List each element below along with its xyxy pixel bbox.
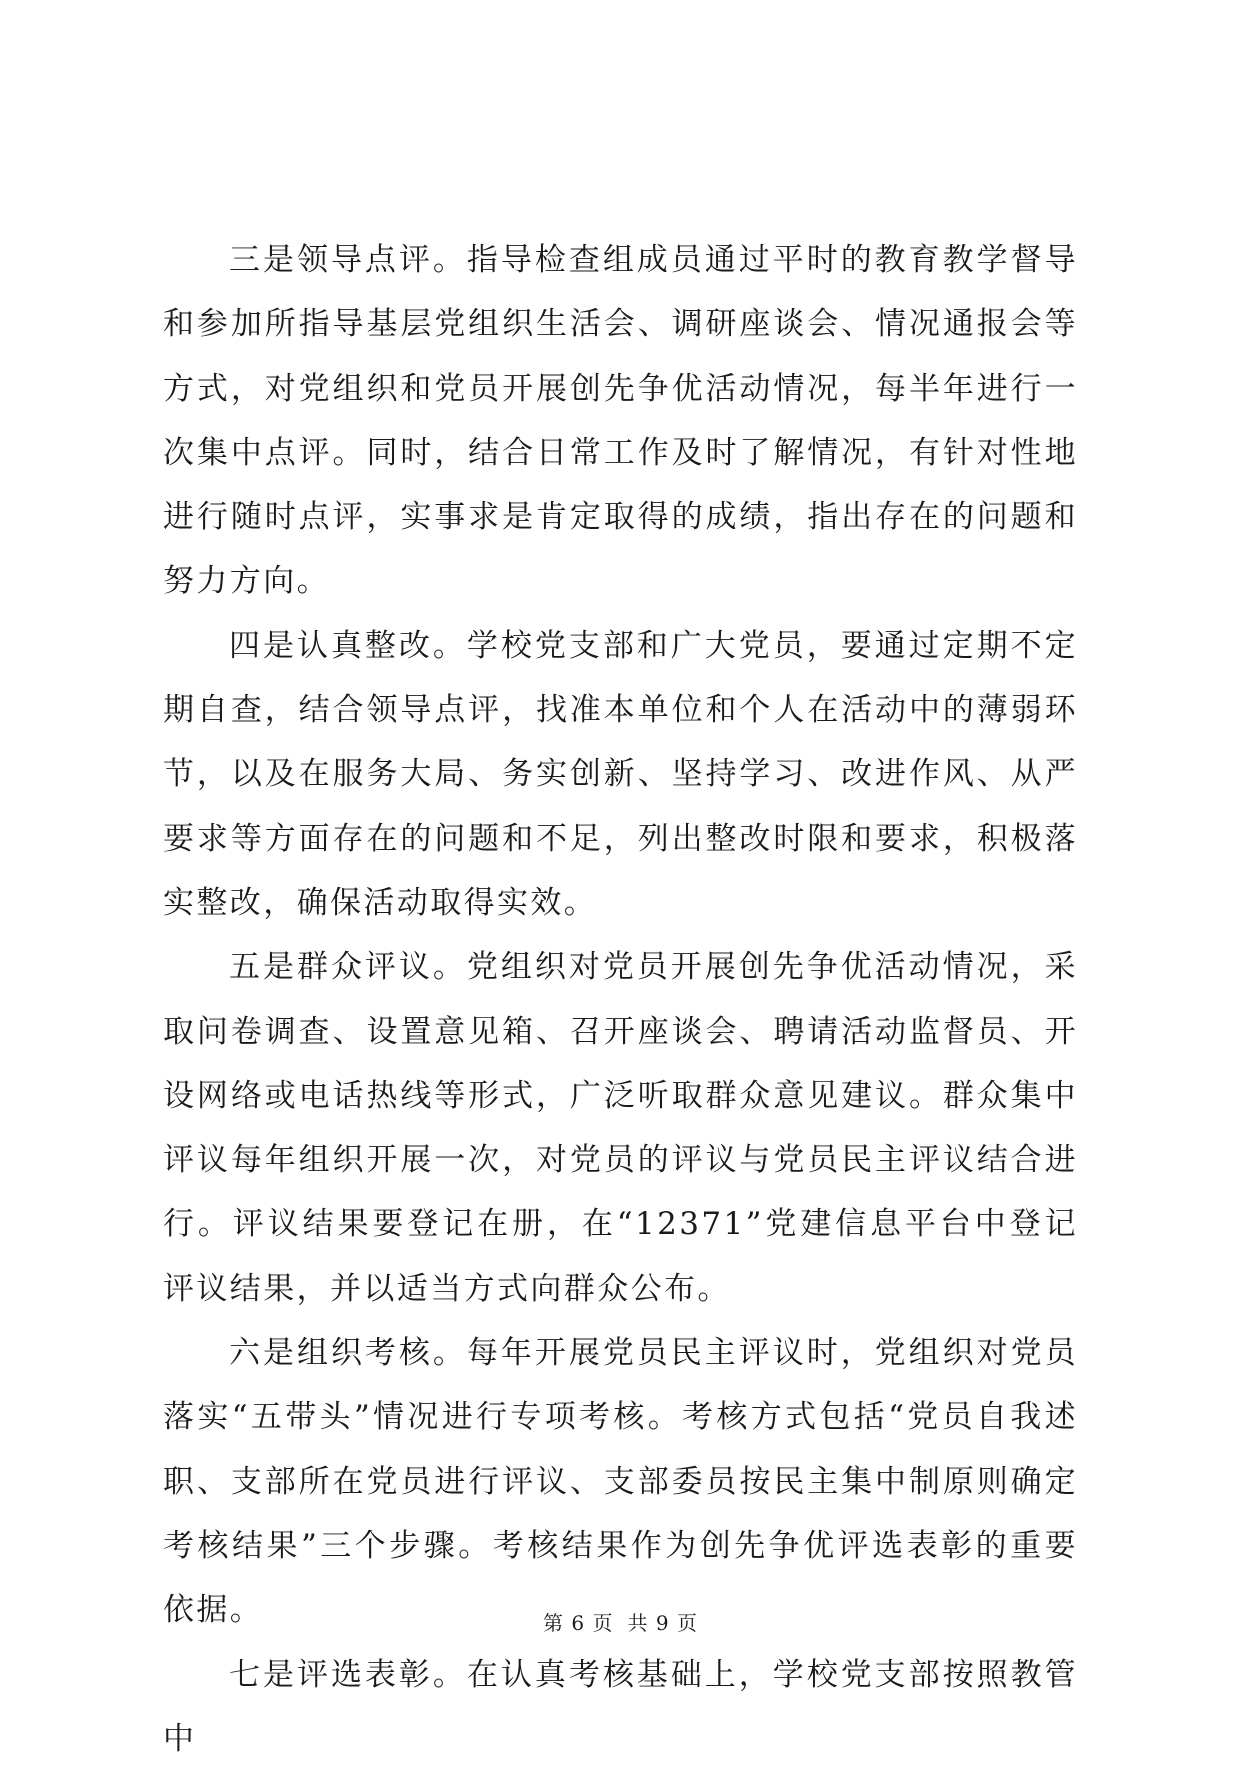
paragraph-leader-review: 三是领导点评。指导检查组成员通过平时的教育教学督导和参加所指导基层党组织生活会、调研座谈会、情况通报会等方式，对党组织和党员开展创先争优活动情况，每半年进行一次集中点评。同时，结合日常工作及时了解情况，有针对性地进行随时点评，实事求是肯定取得的成绩，指出存在的问题和努力方向。: [163, 242, 1078, 600]
paragraph-public-review: 五是群众评议。党组织对党员开展创先争优活动情况，采取问卷调查、设置意见箱、召开座谈会、聘请活动监督员、开设网络或电话热线等形式，广泛听取群众意见建议。群众集中评议每年组织开展一次，对党员的评议与党员民主评议结合进行。评议结果要登记在册，在“12371”党建信息平台中登记评议结果，并以适当方式向群众公布。: [163, 949, 1078, 1307]
paragraph-selection-commendation: 七是评选表彰。在认真考核基础上，学校党支部按照教管中: [163, 1656, 1078, 1757]
page-number-current: 第 6 页: [543, 1611, 614, 1635]
document-body: [163, 228, 1078, 1771]
page-footer: [0, 1607, 1241, 1636]
paragraph-rectification: 四是认真整改。学校党支部和广大党员，要通过定期不定期自查，结合领导点评，找准本单位和个人在活动中的薄弱环节，以及在服务大局、务实创新、坚持学习、改进作风、从严要求等方面存在的问题和不足，列出整改时限和要求，积极落实整改，确保活动取得实效。: [163, 627, 1078, 921]
paragraph-organization-assessment: 六是组织考核。每年开展党员民主评议时，党组织对党员落实“五带头”情况进行专项考核。考核方式包括“党员自我述职、支部所在党员进行评议、支部委员按民主集中制原则确定考核结果”三个步骤。考核结果作为创先争优评选表彰的重要依据。: [163, 1335, 1078, 1629]
page-number-total: 共 9 页: [627, 1611, 698, 1635]
